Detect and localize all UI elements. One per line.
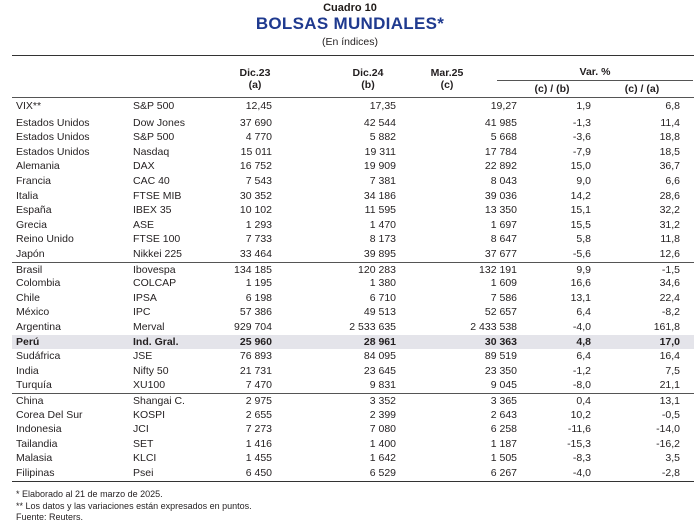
cell-ca: 22,4 xyxy=(659,291,680,304)
cell-m25: 52 657 xyxy=(484,306,517,319)
cell-m25: 30 363 xyxy=(484,335,517,348)
header-bottom-rule xyxy=(12,97,694,98)
cell-d24: 34 186 xyxy=(363,189,396,202)
cell-cb: -8,0 xyxy=(572,379,591,392)
cell-d23: 25 960 xyxy=(239,335,272,348)
cell-ca: 16,4 xyxy=(659,350,680,363)
cell-ca: 12,6 xyxy=(659,248,680,260)
cell-index: Ind. Gral. xyxy=(133,335,179,348)
cell-cb: 15,1 xyxy=(570,204,591,217)
cell-m25: 13 350 xyxy=(484,204,517,217)
cell-country: Filipinas xyxy=(16,467,55,479)
cell-ca: 18,5 xyxy=(659,145,680,158)
table-number: Cuadro 10 xyxy=(323,2,377,14)
cell-index: SET xyxy=(133,437,154,450)
cell-index: IPC xyxy=(133,306,151,319)
cell-country: Japón xyxy=(16,248,45,260)
cell-ca: 6,6 xyxy=(665,175,680,187)
cell-m25: 7 586 xyxy=(490,291,517,304)
cell-m25: 6 258 xyxy=(490,423,517,436)
table-row xyxy=(12,408,694,423)
cell-cb: 1,9 xyxy=(576,100,591,112)
column-label-mar25: Mar.25 xyxy=(430,67,464,79)
table-row xyxy=(12,466,694,481)
cell-d24: 39 895 xyxy=(363,248,396,260)
cell-country: México xyxy=(16,306,50,319)
cell-cb: 15,5 xyxy=(570,218,591,231)
cell-d24: 7 080 xyxy=(369,423,396,436)
cell-d23: 37 690 xyxy=(239,116,272,129)
cell-ca: 32,2 xyxy=(659,204,680,217)
cell-m25: 89 519 xyxy=(484,350,517,363)
cell-d23: 7 733 xyxy=(245,233,272,246)
cell-d23: 57 386 xyxy=(239,306,272,319)
cell-cb: -11,6 xyxy=(567,423,591,436)
cell-ca: -14,0 xyxy=(656,423,680,436)
cell-country: Sudáfrica xyxy=(16,350,61,363)
cell-country: VIX** xyxy=(16,100,42,112)
cell-ca: 36,7 xyxy=(659,160,680,173)
cell-country: Tailandia xyxy=(16,437,58,450)
cell-d23: 1 416 xyxy=(245,437,272,450)
cell-m25: 23 350 xyxy=(484,364,517,377)
cell-d24: 7 381 xyxy=(369,175,396,187)
cell-d23: 134 185 xyxy=(234,263,272,276)
cell-country: Estados Unidos xyxy=(16,145,90,158)
cell-d24: 84 095 xyxy=(363,350,396,363)
table-row xyxy=(12,116,694,131)
bottom-rule xyxy=(12,481,694,482)
cell-m25: 1 505 xyxy=(490,452,517,465)
cell-country: Corea Del Sur xyxy=(16,408,83,421)
cell-ca: 7,5 xyxy=(665,364,680,377)
cell-ca: 6,8 xyxy=(665,100,680,112)
cell-ca: 11,8 xyxy=(660,233,680,246)
cell-m25: 9 045 xyxy=(490,379,517,392)
cell-m25: 5 668 xyxy=(490,131,517,144)
cell-index: Nifty 50 xyxy=(133,364,169,377)
cell-cb: 10,2 xyxy=(570,408,591,421)
cell-cb: -4,0 xyxy=(572,321,591,333)
cell-ca: 13,1 xyxy=(659,395,680,407)
cell-index: FTSE MIB xyxy=(133,189,182,202)
table-row xyxy=(12,232,694,247)
cell-d24: 1 380 xyxy=(369,277,396,290)
cell-index: Nasdaq xyxy=(133,145,170,158)
cell-d24: 49 513 xyxy=(363,306,396,319)
cell-cb: 16,6 xyxy=(570,277,591,290)
cell-ca: 18,8 xyxy=(659,131,680,144)
cell-d23: 1 293 xyxy=(245,218,272,231)
cell-d24: 11 595 xyxy=(364,204,396,217)
cell-ca: -0,5 xyxy=(661,408,680,421)
cell-cb: -8,3 xyxy=(572,452,591,465)
page-title: BOLSAS MUNDIALES* xyxy=(255,14,445,33)
cell-country: Italia xyxy=(16,189,39,202)
table-row xyxy=(12,393,694,409)
top-rule xyxy=(12,55,694,56)
cell-d23: 4 770 xyxy=(245,131,272,144)
cell-cb: 6,4 xyxy=(576,306,591,319)
cell-m25: 39 036 xyxy=(484,189,517,202)
cell-d24: 19 311 xyxy=(364,145,396,158)
cell-index: KLCI xyxy=(133,452,157,465)
cell-country: Colombia xyxy=(16,277,61,290)
cell-index: JCI xyxy=(133,423,149,436)
cell-cb: -3,6 xyxy=(572,131,591,144)
table-row xyxy=(12,130,694,145)
cell-m25: 1 697 xyxy=(490,218,517,231)
table-row xyxy=(12,437,694,452)
cell-index: KOSPI xyxy=(133,408,166,421)
cell-cb: 15,0 xyxy=(570,160,591,173)
cell-d23: 21 731 xyxy=(239,364,272,377)
cell-country: Chile xyxy=(16,291,40,304)
table-row xyxy=(12,320,694,335)
cell-d23: 6 198 xyxy=(245,291,272,304)
cell-ca: 31,2 xyxy=(659,218,680,231)
cell-ca: -1,5 xyxy=(661,263,680,276)
cell-index: XU100 xyxy=(133,379,166,392)
cell-country: Francia xyxy=(16,175,52,187)
cell-d24: 28 961 xyxy=(363,335,396,348)
cell-index: Merval xyxy=(133,321,165,333)
var-header-rule xyxy=(497,80,693,81)
cell-country: España xyxy=(16,204,52,217)
table-row xyxy=(12,218,694,233)
table-row xyxy=(12,174,694,189)
cell-country: Indonesia xyxy=(16,423,62,436)
cell-d23: 12,45 xyxy=(245,100,272,112)
cell-cb: 9,0 xyxy=(576,175,591,187)
cell-m25: 22 892 xyxy=(484,160,517,173)
cell-m25: 19,27 xyxy=(490,100,517,112)
cell-d24: 1 642 xyxy=(369,452,396,465)
table-row xyxy=(12,364,694,379)
table-row xyxy=(12,291,694,306)
cell-d23: 10 102 xyxy=(239,204,272,217)
cell-m25: 3 365 xyxy=(490,395,517,407)
column-label-dic24: Dic.24 xyxy=(352,67,384,79)
cell-d24: 120 283 xyxy=(358,263,396,276)
cell-d23: 30 352 xyxy=(239,189,272,202)
table-row xyxy=(12,335,694,350)
cell-cb: 4,8 xyxy=(576,335,591,348)
cell-index: COLCAP xyxy=(133,277,177,290)
cell-d23: 6 450 xyxy=(245,467,272,479)
column-header-mar25 xyxy=(407,67,487,91)
table-row xyxy=(12,189,694,204)
footnotes xyxy=(16,489,252,524)
cell-m25: 132 191 xyxy=(479,263,517,276)
table-row xyxy=(12,247,694,262)
cell-d24: 3 352 xyxy=(369,395,396,407)
cell-ca: 3,5 xyxy=(665,452,680,465)
column-header-dic23 xyxy=(215,67,295,91)
cell-m25: 8 647 xyxy=(490,233,517,246)
column-sub-mar25: (c) xyxy=(440,79,454,91)
cell-country: Grecia xyxy=(16,218,47,231)
table-row xyxy=(12,276,694,291)
cell-d23: 1 455 xyxy=(245,452,272,465)
cell-cb: -1,3 xyxy=(572,116,591,129)
cell-d24: 2 533 635 xyxy=(349,321,396,333)
cell-cb: -7,9 xyxy=(572,145,591,158)
cell-d23: 16 752 xyxy=(239,160,272,173)
cell-m25: 1 187 xyxy=(490,437,517,450)
cell-d24: 6 529 xyxy=(369,467,396,479)
cell-index: FTSE 100 xyxy=(133,233,181,246)
cell-ca: 28,6 xyxy=(659,189,680,202)
cell-country: Perú xyxy=(16,335,40,348)
cell-index: S&P 500 xyxy=(133,100,175,112)
cell-index: ASE xyxy=(133,218,155,231)
column-sub-dic23: (a) xyxy=(248,79,262,91)
cell-d23: 1 195 xyxy=(245,277,272,290)
cell-ca: 21,1 xyxy=(659,379,680,392)
cell-country: Turquía xyxy=(16,379,52,392)
cell-d24: 6 710 xyxy=(369,291,396,304)
column-header-var-cb: (c) / (b) xyxy=(534,83,570,95)
table-row xyxy=(12,262,694,278)
table-row xyxy=(12,99,694,114)
cell-cb: -4,0 xyxy=(572,467,591,479)
cell-index: Dow Jones xyxy=(133,116,185,129)
cell-index: Nikkei 225 xyxy=(133,248,183,260)
cell-d24: 23 645 xyxy=(363,364,396,377)
cell-d24: 5 882 xyxy=(369,131,396,144)
cell-country: China xyxy=(16,395,44,407)
cell-d23: 7 273 xyxy=(245,423,272,436)
footnote-3: Fuente: Reuters. xyxy=(16,512,84,522)
cell-country: Reino Unido xyxy=(16,233,74,246)
footnote-1: * Elaborado al 21 de marzo de 2025. xyxy=(16,489,163,499)
cell-m25: 17 784 xyxy=(484,145,517,158)
cell-d24: 1 400 xyxy=(369,437,396,450)
cell-cb: -1,2 xyxy=(572,364,591,377)
cell-country: Estados Unidos xyxy=(16,116,90,129)
cell-country: Brasil xyxy=(16,263,43,276)
cell-cb: 0,4 xyxy=(576,395,591,407)
cell-d23: 33 464 xyxy=(239,248,272,260)
cell-m25: 1 609 xyxy=(490,277,517,290)
column-sub-dic24: (b) xyxy=(361,79,375,91)
cell-cb: -15,3 xyxy=(567,437,591,450)
cell-d23: 7 543 xyxy=(245,175,272,187)
cell-m25: 37 677 xyxy=(484,248,517,260)
table-row xyxy=(12,349,694,364)
cell-d23: 15 011 xyxy=(240,145,272,158)
table-row xyxy=(12,203,694,218)
cell-cb: 9,9 xyxy=(576,263,591,276)
cell-ca: -8,2 xyxy=(661,306,680,319)
cell-country: Malasia xyxy=(16,452,53,465)
table-row xyxy=(12,145,694,160)
cell-ca: 161,8 xyxy=(653,321,680,333)
table-row xyxy=(12,305,694,320)
cell-index: CAC 40 xyxy=(133,175,170,187)
cell-ca: -16,2 xyxy=(656,437,680,450)
cell-ca: -2,8 xyxy=(661,467,680,479)
cell-ca: 34,6 xyxy=(659,277,680,290)
table-row xyxy=(12,451,694,466)
cell-m25: 2 433 538 xyxy=(470,321,517,333)
cell-country: Alemania xyxy=(16,160,60,173)
cell-cb: 6,4 xyxy=(576,350,591,363)
cell-index: Ibovespa xyxy=(133,263,176,276)
cell-m25: 2 643 xyxy=(490,408,517,421)
cell-m25: 8 043 xyxy=(490,175,517,187)
column-header-var: Var. % xyxy=(579,66,611,78)
cell-d24: 1 470 xyxy=(369,218,396,231)
cell-index: JSE xyxy=(133,350,153,363)
cell-country: Argentina xyxy=(16,321,61,333)
cell-d24: 8 173 xyxy=(369,233,396,246)
cell-country: Estados Unidos xyxy=(16,131,90,144)
cell-ca: 17,0 xyxy=(659,335,680,348)
column-label-dic23: Dic.23 xyxy=(239,67,271,79)
cell-m25: 6 267 xyxy=(490,467,517,479)
cell-d23: 2 655 xyxy=(245,408,272,421)
cell-cb: -5,6 xyxy=(572,248,591,260)
cell-cb: 13,1 xyxy=(570,291,591,304)
cell-d23: 2 975 xyxy=(245,395,272,407)
column-header-var-ca: (c) / (a) xyxy=(624,83,660,95)
cell-d24: 2 399 xyxy=(369,408,396,421)
table-row xyxy=(12,159,694,174)
table-row xyxy=(12,422,694,437)
cell-index: S&P 500 xyxy=(133,131,175,144)
cell-d23: 7 470 xyxy=(245,379,272,392)
cell-d24: 19 909 xyxy=(363,160,396,173)
cell-index: Psei xyxy=(133,467,154,479)
cell-d23: 929 704 xyxy=(234,321,272,333)
cell-ca: 11,4 xyxy=(660,116,680,129)
cell-d24: 9 831 xyxy=(369,379,396,392)
cell-d24: 42 544 xyxy=(363,116,396,129)
cell-index: Shangai C. xyxy=(133,395,185,407)
footnote-2: ** Los datos y las variaciones están expresados en puntos. xyxy=(16,500,252,511)
cell-country: India xyxy=(16,364,39,377)
cell-index: DAX xyxy=(133,160,155,173)
cell-index: IBEX 35 xyxy=(133,204,172,217)
cell-cb: 14,2 xyxy=(570,189,591,202)
cell-d24: 17,35 xyxy=(369,100,396,112)
cell-cb: 5,8 xyxy=(576,233,591,246)
column-header-dic24 xyxy=(328,67,408,91)
cell-index: IPSA xyxy=(133,291,157,304)
cell-m25: 41 985 xyxy=(484,116,517,129)
cell-d23: 76 893 xyxy=(239,350,272,363)
table-row xyxy=(12,378,694,393)
page-subtitle: (En índices) xyxy=(321,36,379,48)
